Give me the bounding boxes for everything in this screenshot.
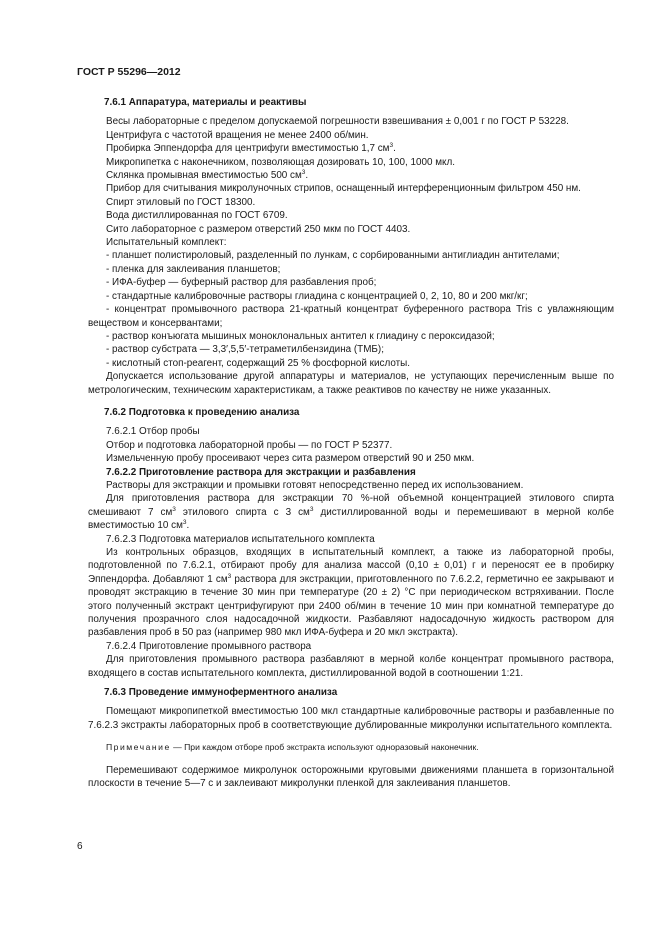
paragraph: Спирт этиловый по ГОСТ 18300. (106, 196, 256, 208)
page-header: ГОСТ Р 55296—2012 (77, 66, 181, 78)
superscript: 3 (309, 505, 314, 513)
paragraph: Вода дистиллированная по ГОСТ 6709. (106, 210, 288, 222)
paragraph: Для приготовления промывного раствора разбавляют в мерной колбе концентрат промывного раствора, входящего в состав испытательного комплекта, дистиллированной водой в соотношении 1:21. (88, 654, 614, 679)
list-item: - раствор конъюгата мышиных моноклональных антител к глиадину с пероксидазой; (106, 330, 495, 342)
text: дистиллированной воды и перемешивают в мерной колбе вместимостью 10 см (88, 506, 614, 532)
list-item: - раствор субстрата — 3,3′,5,5′-тетраметилбензидина (ТМБ); (106, 344, 384, 356)
superscript: 3 (227, 572, 232, 580)
note (88, 741, 614, 754)
paragraph: Растворы для экстракции и промывки готовят непосредственно перед их использованием. (106, 479, 524, 491)
text: Из контрольных образцов, входящих в испытательный комплект, а также из лабораторной пробы, подготовленной по 7.6.2.1, отбирают пробу для анализа массой (0,10 ± 0,01) г и переносят ее в пробирку Эппендорфа. Добавляют 1 см (88, 547, 614, 585)
paragraph: Весы лабораторные с пределом допускаемой погрешности взвешивания ± 0,001 г по ГОСТ Р 53228. (106, 116, 569, 128)
section-heading-7-6-1: 7.6.1 Аппаратура, материалы и реактивы (104, 97, 307, 108)
paragraph: Перемешивают содержимое микролунок осторожными круговыми движениями планшета в горизонтальной плоскости в течение 5—7 с и заклеивают микролунки пленкой для заклеивания планшетов. (88, 764, 614, 790)
text: Для приготовления раствора для экстракции 70 %-ной объемной концентрацией этилового спирта смешивают 7 см (88, 493, 614, 518)
list-item: - ИФА-буфер — буферный раствор для разбавления проб; (106, 277, 377, 289)
subsection-heading: 7.6.2.2 Приготовление раствора для экстракции и разбавления (106, 466, 416, 478)
section-heading-7-6-2: 7.6.2 Подготовка к проведению анализа (104, 406, 300, 418)
paragraph: Испытательный комплект: (106, 237, 227, 249)
text: раствора для экстракции, приготовленного по 7.6.2.2, герметично ее закрывают и проводят экстракцию в течение 30 мин при температуре (20 ± 2) °С при периодическом встряхивании. После этого полученный экстракт центрифугируют при 2400 об/мин в течение 10 мин при комнатной температуре до получения прозрачного слоя надосадочной жидкости. Разбавляют надосадочную жидкость раствором для разбавления проб в 50 раз (например 980 мкл ИФА-буфера и 20 мкл экстракта). (88, 573, 614, 639)
text: . (186, 520, 190, 532)
list-item: - стандартные калибровочные растворы глиадина с концентрацией 0, 2, 10, 80 и 200 мкг/кг; (106, 290, 528, 302)
paragraph: Допускается использование другой аппаратуры и материалов, не уступающих перечисленным выше по метрологическим, техническим характеристикам, а также реактивов по качеству не ниже указанных. (88, 371, 614, 396)
superscript: 3 (389, 142, 394, 150)
note-text: — При каждом отборе проб экстракта используют одноразовый наконечник. (170, 742, 479, 753)
subsection-heading: 7.6.2.3 Подготовка материалов испытательного комплекта (106, 533, 375, 545)
superscript: 3 (172, 505, 176, 513)
page-number: 6 (77, 841, 83, 852)
paragraph: Прибор для считывания микролуночных стрипов, оснащенный интерференционным фильтром 450 нм. (106, 183, 581, 195)
list-item: - концентрат промывочного раствора 21-кратный концентрат буференного раствора Tris с увлажняющим веществом и консервантами; (88, 304, 614, 329)
subsection-heading: 7.6.2.1 Отбор пробы (106, 426, 200, 438)
text: . (305, 170, 309, 182)
text: этилового спирта с 3 см (175, 506, 310, 518)
paragraph (88, 142, 614, 155)
paragraph (88, 169, 614, 182)
page-content (88, 96, 614, 791)
list-item: - планшет полистироловый, разделенный по лункам, с сорбированными антиглиадин антителами; (106, 250, 560, 262)
list-item: - пленка для заклеивания планшетов; (106, 263, 281, 275)
subsection-heading: 7.6.2.4 Приготовление промывного раствора (106, 640, 312, 652)
paragraph (88, 492, 614, 532)
list-item: - кислотный стоп-реагент, содержащий 25 % фосфорной кислоты. (106, 357, 410, 369)
paragraph: Помещают микропипеткой вместимостью 100 мкл стандартные калибровочные растворы и разбавленные по 7.6.2.3 экстракты лабораторных проб в соответствующие дублированные микролунки испытательного комплекта. (88, 706, 614, 731)
superscript: 3 (182, 519, 187, 527)
paragraph (88, 546, 614, 640)
superscript: 3 (301, 169, 306, 177)
paragraph: Измельченную пробу просеивают через сита размером отверстий 90 и 250 мкм. (106, 453, 475, 465)
paragraph: Отбор и подготовка лабораторной пробы — по ГОСТ Р 52377. (106, 439, 393, 451)
section-heading-7-6-3: 7.6.3 Проведение иммуноферментного анализа (104, 687, 338, 699)
paragraph: Микропипетка с наконечником, позволяющая дозировать 10, 100, 1000 мкл. (106, 156, 455, 168)
text: Пробирка Эппендорфа для центрифуги вместимостью 1,7 см (106, 143, 390, 155)
note-label: Примечание (106, 742, 171, 753)
text: Склянка промывная вместимостью 500 см (106, 170, 302, 182)
text: . (393, 143, 396, 155)
paragraph: Центрифуга с частотой вращения не менее 2400 об/мин. (106, 129, 369, 141)
paragraph: Сито лабораторное с размером отверстий 250 мкм по ГОСТ 4403. (106, 223, 411, 235)
